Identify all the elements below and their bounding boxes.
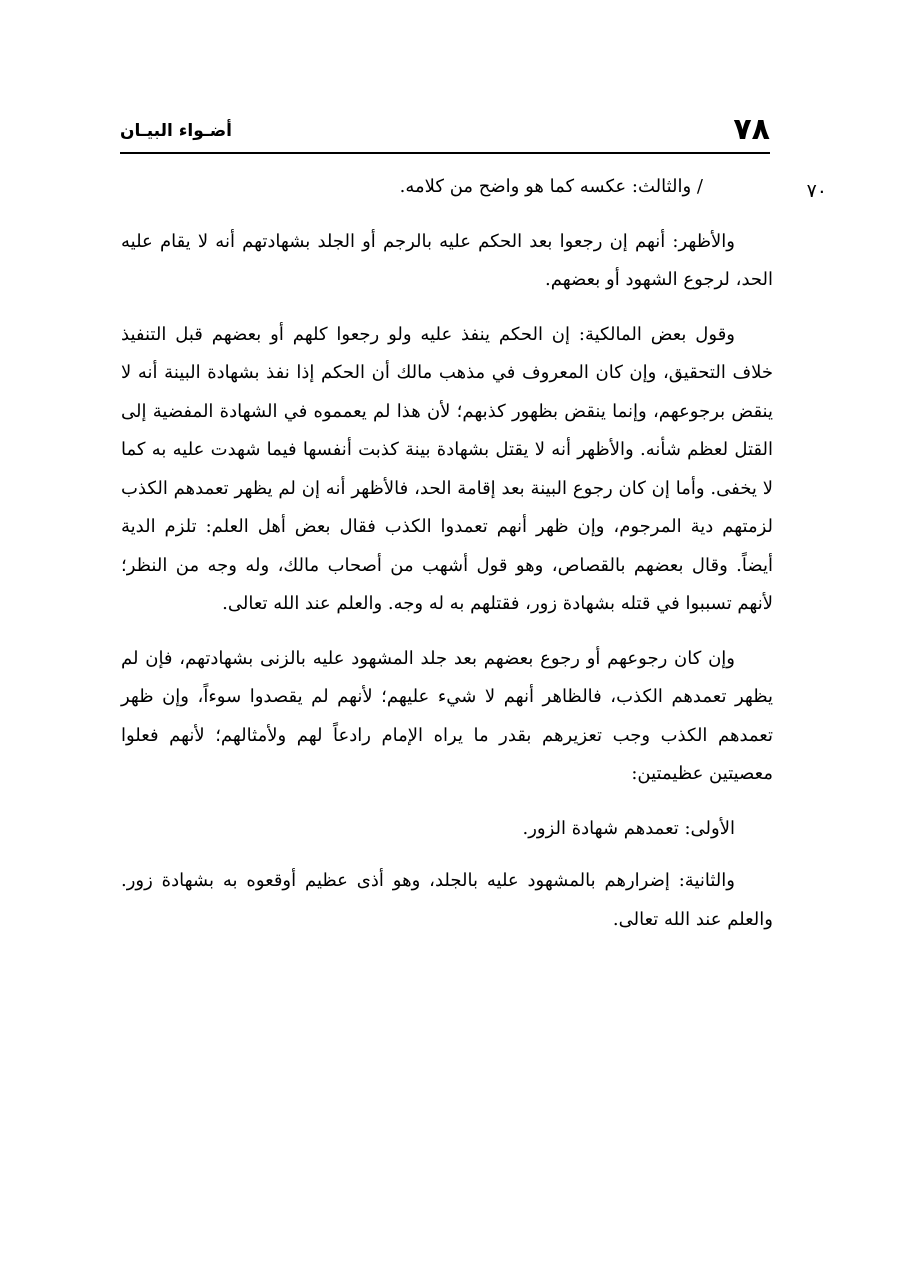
paragraph-preferred-view: والأظهر: أنهم إن رجعوا بعد الحكم عليه بالرجم أو الجلد بشهادتهم أنه لا يقام عليه الحد، لرجوع الشهود أو بعضهم. [121, 230, 773, 290]
paragraph-maliki-view: وقول بعض المالكية: إن الحكم ينفذ عليه ولو رجعوا كلهم أو بعضهم قبل التنفيذ خلاف التحقيق، وإن كان المعروف في مذهب مالك أن الحكم إذا نفذ بشهادة البينة أنه لا ينقض برجوعهم، وإنما ينقض بظهور كذبهم؛ لأن هذا لم يعمموه في الشهادة المفضية إلى القتل لعظم شأنه. والأظهر أنه لا يقتل بشهادة بينة كذبت أنفسها فيما شهدت عليه به كما لا يخفى. وأما إن كان رجوع البينة بعد إقامة الحد، فالأظهر أنه إن لم يظهر تعمدهم الكذب لزمتهم دية المرجوم، وإن ظهر أنهم تعمدوا الكذب فقال بعض أهل العلم: تلزم الدية أيضاً. وقال بعضهم بالقصاص، وهو قول أشهب من أصحاب مالك، وله وجه من النظر؛ لأنهم تسببوا في قتله بشهادة زور، فقتلهم به له وجه. والعلم عند الله تعالى. [121, 323, 773, 614]
paragraph-retraction-after-flogging: وإن كان رجوعهم أو رجوع بعضهم بعد جلد المشهود عليه بالزنى بشهادتهم، فإن لم يظهر تعمدهم الكذب، فالظاهر أنهم لا شيء عليهم؛ لأنهم لم يقصدوا سوءاً، وإن ظهر تعمدهم الكذب وجب تعزيرهم بقدر ما يراه الإمام رادعاً لهم ولأمثالهم؛ لأنهم فعلوا معصيتين عظيمتين: [121, 647, 773, 784]
book-title: أضـواء البيـان [120, 121, 232, 141]
list-item-first-sin: الأولى: تعمدهم شهادة الزور. [522, 817, 735, 839]
list-item-second-sin: والثانية: إضرارهم بالمشهود عليه بالجلد، وهو أذى عظيم أوقعوه به بشهادة زور. والعلم عند الله تعالى. [121, 870, 773, 930]
page-body [121, 168, 773, 955]
page-header [120, 112, 770, 154]
margin-page-reference: ٧٠ [806, 180, 827, 202]
page-number: ٧٨ [733, 112, 770, 147]
paragraph-third-opinion: / والثالث: عكسه كما هو واضح من كلامه. [399, 176, 703, 197]
